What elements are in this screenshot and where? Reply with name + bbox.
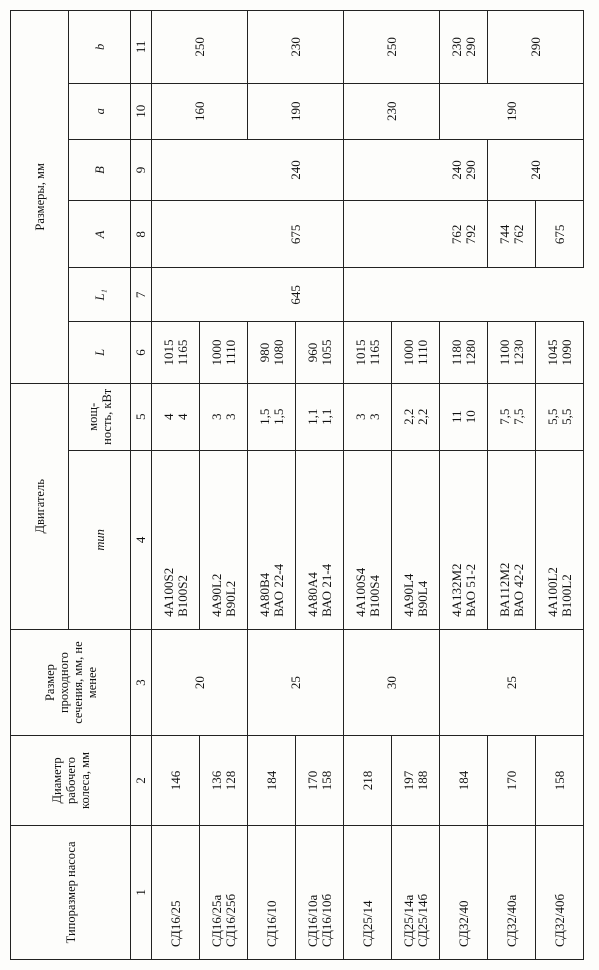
motor-power-cell: 4 4 — [152, 383, 200, 450]
diameter-cell: 158 — [536, 736, 584, 826]
motor-type-cell: 4А90L4 В90L4 — [392, 450, 440, 629]
header-A: A — [69, 201, 131, 268]
motor-power-cell: 2,2 2,2 — [392, 383, 440, 450]
b-cell: 230 290 — [440, 11, 488, 84]
A-cell — [344, 201, 440, 268]
motor-power-cell: 11 10 — [440, 383, 488, 450]
B-cell: 240 — [248, 139, 344, 201]
pump-spec-table — [10, 10, 584, 960]
passage-cell: 25 — [440, 629, 584, 735]
col-num: 4 — [131, 450, 152, 629]
pump-size-cell: СД16/10а СД16/10б — [296, 825, 344, 959]
diameter-cell: 218 — [344, 736, 392, 826]
motor-type-cell: 4А100L2 В100L2 — [536, 450, 584, 629]
passage-cell: 25 — [248, 629, 344, 735]
col-num: 8 — [131, 201, 152, 268]
column-number-row — [131, 11, 152, 960]
L-cell: 1100 1230 — [488, 322, 536, 384]
passage-cell: 20 — [152, 629, 248, 735]
b-cell: 290 — [488, 11, 584, 84]
motor-type-cell: 4А90L2 В90L2 — [200, 450, 248, 629]
a-cell: 160 — [152, 83, 248, 139]
table-row — [344, 11, 392, 960]
header-b: b — [69, 11, 131, 84]
diameter-cell: 184 — [248, 736, 296, 826]
a-cell: 190 — [440, 83, 584, 139]
A-cell: 675 — [536, 201, 584, 268]
pump-size-cell: СД25/14а СД25/14б — [392, 825, 440, 959]
pump-size-cell: СД16/25а СД16/25б — [200, 825, 248, 959]
col-num: 9 — [131, 139, 152, 201]
header-pump-size: Типоразмер насоса — [11, 825, 131, 959]
col-num: 2 — [131, 736, 152, 826]
pump-size-cell: СД32/40а — [488, 825, 536, 959]
a-cell: 230 — [344, 83, 440, 139]
motor-type-cell: ВА112М2 ВАО 42-2 — [488, 450, 536, 629]
header-impeller-diameter: Диаметр рабочего колеса, мм — [11, 736, 131, 826]
motor-power-cell: 1,1 1,1 — [296, 383, 344, 450]
B-cell — [344, 139, 440, 201]
col-num: 7 — [131, 268, 152, 322]
A-cell: 762 792 — [440, 201, 488, 268]
B-cell: 240 290 — [440, 139, 488, 201]
b-cell: 230 — [248, 11, 344, 84]
diameter-cell: 136 128 — [200, 736, 248, 826]
table-row — [152, 11, 200, 960]
motor-power-cell: 7,5 7,5 — [488, 383, 536, 450]
L-cell: 1000 1110 — [392, 322, 440, 384]
L-cell: 1000 1110 — [200, 322, 248, 384]
col-num: 11 — [131, 11, 152, 84]
motor-type-cell: 4А100S4 В100S4 — [344, 450, 392, 629]
diameter-cell: 170 — [488, 736, 536, 826]
motor-power-cell: 1,5 1,5 — [248, 383, 296, 450]
B-cell — [152, 139, 248, 201]
col-num: 6 — [131, 322, 152, 384]
col-num: 10 — [131, 83, 152, 139]
L1-cell — [344, 268, 440, 322]
col-num: 3 — [131, 629, 152, 735]
a-cell: 190 — [248, 83, 344, 139]
L-cell: 1015 1165 — [152, 322, 200, 384]
B-cell: 240 — [488, 139, 584, 201]
header-B: B — [69, 139, 131, 201]
header-a: a — [69, 83, 131, 139]
motor-power-cell: 5,5 5,5 — [536, 383, 584, 450]
header-motor-power: мощ-ность, кВт — [69, 383, 131, 450]
b-cell: 250 — [344, 11, 440, 84]
L1-cell — [440, 268, 584, 322]
header-dimensions: Размеры, мм — [11, 11, 69, 384]
header-passage-size: Размер проходного сечения, мм, не менее — [11, 629, 131, 735]
header-motor: Двигатель — [11, 383, 69, 629]
motor-type-cell: 4А100S2 В100S2 — [152, 450, 200, 629]
col-num: 1 — [131, 825, 152, 959]
pump-size-cell: СД16/25 — [152, 825, 200, 959]
table-row — [440, 11, 488, 960]
passage-cell: 30 — [344, 629, 440, 735]
A-cell: 744 762 — [488, 201, 536, 268]
header-L: L — [69, 322, 131, 384]
pump-size-cell: СД32/40б — [536, 825, 584, 959]
pump-size-cell: СД25/14 — [344, 825, 392, 959]
A-cell: 675 — [248, 201, 344, 268]
diameter-cell: 146 — [152, 736, 200, 826]
motor-power-cell: 3 3 — [344, 383, 392, 450]
motor-type-cell: 4А80А4 ВАО 21-4 — [296, 450, 344, 629]
header-L1: L₁ — [69, 268, 131, 322]
col-num: 5 — [131, 383, 152, 450]
diameter-cell: 197 188 — [392, 736, 440, 826]
table-row — [248, 11, 296, 960]
diameter-cell: 170 158 — [296, 736, 344, 826]
header-motor-type: тип — [69, 450, 131, 629]
L1-cell: 645 — [248, 268, 344, 322]
pump-size-cell: СД16/10 — [248, 825, 296, 959]
L-cell: 1180 1280 — [440, 322, 488, 384]
motor-type-cell: 4А80В4 ВАО 22-4 — [248, 450, 296, 629]
L-cell: 960 1055 — [296, 322, 344, 384]
L1-cell — [152, 268, 248, 322]
motor-power-cell: 3 3 — [200, 383, 248, 450]
pump-size-cell: СД32/40 — [440, 825, 488, 959]
diameter-cell: 184 — [440, 736, 488, 826]
motor-type-cell: 4А132М2 ВАО 51-2 — [440, 450, 488, 629]
L-cell: 1045 1090 — [536, 322, 584, 384]
b-cell: 250 — [152, 11, 248, 84]
table-row — [488, 11, 536, 960]
A-cell — [152, 201, 248, 268]
L-cell: 980 1080 — [248, 322, 296, 384]
L-cell: 1015 1165 — [344, 322, 392, 384]
